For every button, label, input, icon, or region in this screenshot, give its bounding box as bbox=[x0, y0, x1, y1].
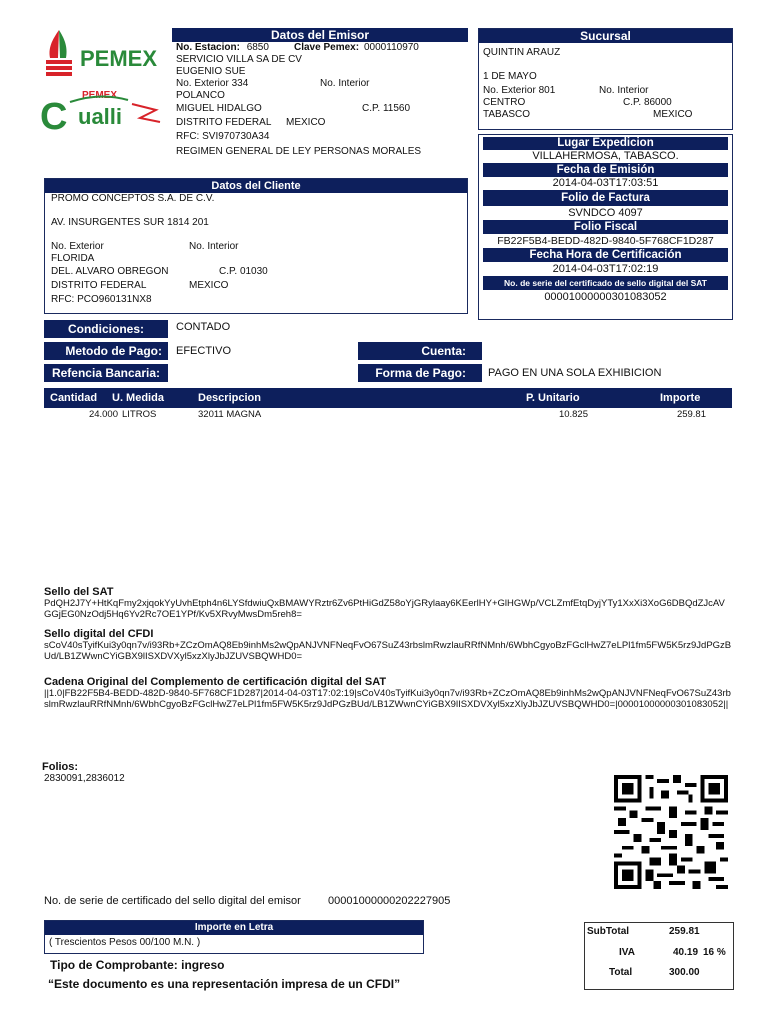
emisor-estado: DISTRITO FEDERAL bbox=[176, 117, 272, 128]
conceptos-header bbox=[44, 388, 732, 408]
fiscal-label: Folio Fiscal bbox=[483, 220, 728, 234]
table-row bbox=[44, 409, 732, 421]
sucursal-nombre: QUINTIN ARAUZ bbox=[483, 47, 561, 58]
forma-value: PAGO EN UNA SOLA EXHIBICION bbox=[488, 367, 662, 379]
cliente-title: Datos del Cliente bbox=[45, 179, 467, 193]
cliente-pais: MEXICO bbox=[189, 280, 229, 291]
row-descripcion: 32011 MAGNA bbox=[198, 409, 262, 420]
emisor-colonia: POLANCO bbox=[176, 90, 225, 101]
iva-label: IVA bbox=[619, 947, 635, 958]
cliente-estado: DISTRITO FEDERAL bbox=[51, 280, 147, 291]
cualli-logo-text: ualli bbox=[78, 104, 123, 129]
emisor-interior: No. Interior bbox=[320, 78, 370, 89]
pemex-eagle-icon bbox=[44, 28, 74, 78]
cliente-rfc: RFC: PCO960131NX8 bbox=[51, 294, 152, 305]
cliente-municipio: DEL. ALVARO OBREGON bbox=[51, 266, 169, 277]
cliente-calle: AV. INSURGENTES SUR 1814 201 bbox=[51, 217, 209, 228]
sucursal-exterior: No. Exterior 801 bbox=[483, 85, 556, 96]
emisor-rfc: RFC: SVI970730A34 bbox=[176, 131, 270, 142]
subtotal-value: 259.81 bbox=[669, 926, 700, 937]
iva-value: 40.19 bbox=[673, 947, 699, 958]
emisor-cert-value: 00001000000202227905 bbox=[328, 895, 451, 907]
sucursal-panel bbox=[478, 28, 733, 130]
fiscal-value: FB22F5B4-BEDD-482D-9840-5F768CF1D287 bbox=[497, 235, 714, 247]
importe-letra-label: Importe en Letra bbox=[45, 921, 423, 935]
clave-value: 0000110970 bbox=[364, 42, 419, 53]
emisor-calle: EUGENIO SUE bbox=[176, 66, 246, 77]
col-unitario: P. Unitario bbox=[526, 392, 580, 404]
cualli-logo bbox=[40, 88, 164, 144]
row-medida: LITROS bbox=[122, 409, 157, 420]
col-importe: Importe bbox=[660, 392, 701, 404]
forma-label: Forma de Pago: bbox=[358, 364, 482, 382]
cuenta-label: Cuenta: bbox=[358, 342, 482, 360]
sucursal-cp: C.P. 86000 bbox=[623, 97, 672, 108]
sucursal-pais: MEXICO bbox=[653, 109, 693, 120]
condiciones-label: Condiciones: bbox=[44, 320, 168, 338]
serie-sat-label: No. de serie del certificado de sello digital del SAT bbox=[483, 276, 728, 290]
serie-sat-value: 00001000000301083052 bbox=[544, 291, 667, 303]
fecha-label: Fecha de Emisión bbox=[483, 163, 728, 177]
fecha-value: 2014-04-03T17:03:51 bbox=[552, 177, 659, 189]
leyenda-cfdi: “Este documento es una representación impresa de un CFDI” bbox=[48, 977, 401, 991]
clave-label: Clave Pemex: bbox=[294, 42, 360, 53]
cliente-exterior: No. Exterior bbox=[51, 241, 104, 252]
cliente-nombre: PROMO CONCEPTOS S.A. DE C.V. bbox=[51, 193, 215, 204]
totales-box bbox=[584, 922, 734, 990]
sello-cfdi-value: sCoV40sTyifKui3y0qn7v/i93Rb+ZCzOmAQ8Eb9inhMs2wQpANJVNFNeqFvO67SuZ43rbslmRwzlauRRfNMnh/6WbhCgyoBzFGclHwZ7eLPl1fm5FW5K5rz9JdPGzBUd/LB1ZWwnCYiGBX9lISXDVXyl5xzXlyJbJZUVSBQWHD0= bbox=[44, 640, 732, 662]
lugar-value: VILLAHERMOSA, TABASCO. bbox=[532, 150, 679, 162]
pemex-logo-text: PEMEX bbox=[80, 46, 158, 71]
emisor-exterior: No. Exterior 334 bbox=[176, 78, 249, 89]
row-unitario: 10.825 bbox=[558, 409, 588, 420]
emisor-municipio: MIGUEL HIDALGO bbox=[176, 103, 262, 114]
cualli-swoosh-icon bbox=[40, 88, 164, 144]
estacion-value: 6850 bbox=[246, 42, 269, 53]
sucursal-interior: No. Interior bbox=[599, 85, 649, 96]
importe-letra-box bbox=[44, 920, 424, 954]
referencia-label: Refencia Bancaria: bbox=[44, 364, 168, 382]
cualli-pemex-text: PEMEX bbox=[82, 90, 118, 101]
importe-letra-value: ( Trescientos Pesos 00/100 M.N. ) bbox=[49, 937, 201, 948]
cert-label: Fecha Hora de Certificación bbox=[483, 248, 728, 262]
expedicion-panel bbox=[478, 134, 733, 320]
folio-label: Folio de Factura bbox=[483, 190, 728, 206]
cliente-cp: C.P. 01030 bbox=[219, 266, 268, 277]
sucursal-title: Sucursal bbox=[479, 29, 732, 43]
cliente-colonia: FLORIDA bbox=[51, 253, 95, 264]
cliente-panel bbox=[44, 178, 468, 314]
emisor-pais: MEXICO bbox=[286, 117, 326, 128]
total-value: 300.00 bbox=[669, 967, 700, 978]
condiciones-value: CONTADO bbox=[176, 321, 231, 333]
total-label: Total bbox=[609, 967, 633, 978]
emisor-regimen: REGIMEN GENERAL DE LEY PERSONAS MORALES bbox=[176, 146, 422, 157]
metodo-value: EFECTIVO bbox=[176, 345, 232, 357]
lugar-label: Lugar Expedicion bbox=[483, 137, 728, 150]
sello-sat-value: PdQH2J7Y+HtKqFmy2xjqokYyUvhEtph4n6LYSfdwiuQxBMAWYRztr6Zv6PtHiGdZ58oYjGRylaay6KEerlHY+GlHGWp/VCLZmfEtqDyjYTy1XxXi3XoG6DBQdZJcAVGGjEG0NzOdj5Hq6Yv2Rc7OE1YPf/Kv5XRvyMwsDm5reh8= bbox=[44, 598, 725, 620]
iva-percent: 16 % bbox=[703, 947, 726, 958]
cert-value: 2014-04-03T17:02:19 bbox=[552, 263, 659, 275]
cualli-c-letter: C bbox=[40, 96, 68, 138]
subtotal-label: SubTotal bbox=[587, 926, 630, 937]
folios-label: Folios: bbox=[42, 761, 79, 773]
row-cantidad: 24.000 bbox=[88, 409, 118, 420]
col-cantidad: Cantidad bbox=[50, 392, 98, 404]
cadena-label: Cadena Original del Complemento de certificación digital del SAT bbox=[44, 676, 387, 688]
row-importe: 259.81 bbox=[676, 409, 706, 420]
sucursal-estado: TABASCO bbox=[483, 109, 531, 120]
emisor-panel bbox=[172, 28, 468, 168]
folio-value: SVNDCO 4097 bbox=[568, 207, 643, 219]
tipo-comprobante: Tipo de Comprobante: ingreso bbox=[50, 958, 225, 972]
emisor-cert-label: No. de serie de certificado del sello digital del emisor bbox=[44, 895, 301, 907]
col-descripcion: Descripcion bbox=[198, 392, 261, 404]
emisor-title: Datos del Emisor bbox=[172, 28, 468, 42]
emisor-cp: C.P. 11560 bbox=[362, 103, 411, 114]
sucursal-calle: 1 DE MAYO bbox=[483, 71, 537, 82]
estacion-label: No. Estacion: bbox=[176, 42, 240, 53]
sucursal-colonia: CENTRO bbox=[483, 97, 526, 108]
sellos-section bbox=[44, 586, 732, 710]
cadena-value: ||1.0|FB22F5B4-BEDD-482D-9840-5F768CF1D287|2014-04-03T17:02:19|sCoV40sTyifKui3y0qn7v/i93Rb+ZCzOmAQ8Eb9inhMs2wQpANJVNFNeqFvO67SuZ43rbslmRwzlauRRfNMnh/6WbhCgyoBzFGclHwZ7eLPl1fm5FW5K5rz9JdPGzBUd/LB1ZWwnCYiGBX9lISXDVXyl5xzXlyJbJZUVSBQWHD0=|00001000000301083052|| bbox=[44, 688, 731, 710]
qr-code-icon bbox=[614, 774, 728, 890]
emisor-nombre: SERVICIO VILLA SA DE CV bbox=[176, 54, 302, 65]
pemex-logo bbox=[44, 28, 168, 80]
sello-cfdi-label: Sello digital del CFDI bbox=[44, 628, 154, 640]
folios-value: 2830091,2836012 bbox=[44, 773, 125, 784]
sello-sat-label: Sello del SAT bbox=[44, 586, 114, 598]
col-medida: U. Medida bbox=[112, 392, 164, 404]
cliente-interior: No. Interior bbox=[189, 241, 239, 252]
metodo-label: Metodo de Pago: bbox=[44, 342, 168, 360]
